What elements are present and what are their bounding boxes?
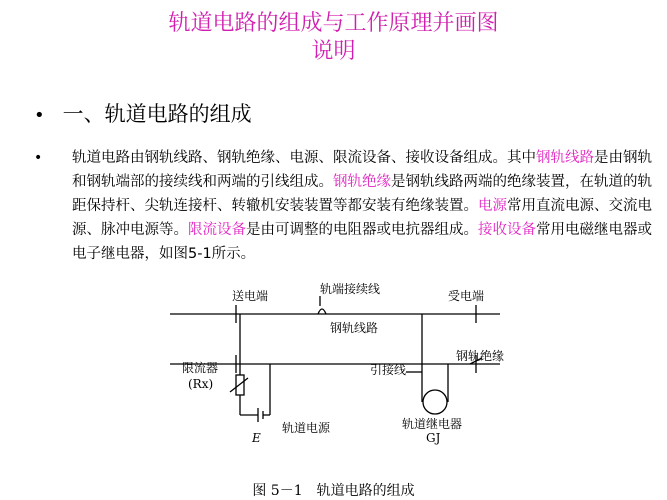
relay-coil [423,390,447,414]
rail-insulation-label: 钢轨绝缘 [456,349,505,363]
paragraph-segment: 是钢轨线路两端的绝缘装置，在轨道的轨距保持杆、尖轨连接杆、转辙机安装装置等都安装有绝缘装置。 [72,174,652,214]
highlighted-term: 接收设备 [478,222,536,238]
rail-line-label: 钢轨线路 [330,321,379,335]
paragraph-text [34,146,654,266]
send-end-label: 送电端 [232,289,269,303]
resistor-symbol: (Rx) [188,377,214,391]
bullet-icon: • [34,150,43,166]
highlighted-term: 限流设备 [188,222,246,238]
section-heading [34,100,252,130]
battery-symbol: E [252,431,261,445]
slide-title-line1: 轨道电路的组成与工作原理并画图 [168,11,499,36]
track-power-label: 轨道电源 [282,421,331,435]
paragraph-segment: 轨道电路由钢轨线路、钢轨绝缘、电源、限流设备、接收设备组成。其中 [72,150,536,166]
highlighted-term: 钢轨绝缘 [333,174,391,190]
paragraph-segment: 常用直流电源、交流电源、脉冲电源等。 [72,198,652,238]
rail-connector-label: 轨端接续线 [320,282,381,296]
rail-connector-arc [318,309,326,314]
figure-caption: 图 5－1 轨道电路的组成 [252,483,415,499]
lead-wire-label: 引接线 [370,363,407,377]
bullet-icon: • [34,105,45,126]
receive-end-label: 受电端 [448,289,485,303]
relay-symbol: GJ [426,431,441,445]
slide-title-line2: 说明 [311,39,356,64]
highlighted-term: 电源 [478,198,507,214]
body-paragraph [34,146,654,266]
section-heading-text: 一、轨道电路的组成 [62,102,252,126]
track-relay-label: 轨道继电器 [402,417,463,431]
paragraph-segment: 是由钢轨和钢轨端部的接续线和两端的引线组成。 [72,150,652,190]
paragraph-segment: 是由可调整的电阻器或电抗器组成。 [246,222,478,238]
current-limiter-label: 限流器 [182,361,219,375]
paragraph-segment: 常用电磁继电器或电子继电器，如图5-1所示。 [72,222,652,262]
highlighted-term: 钢轨线路 [536,150,594,166]
track-circuit-diagram [170,280,510,478]
slide-title [0,10,667,66]
